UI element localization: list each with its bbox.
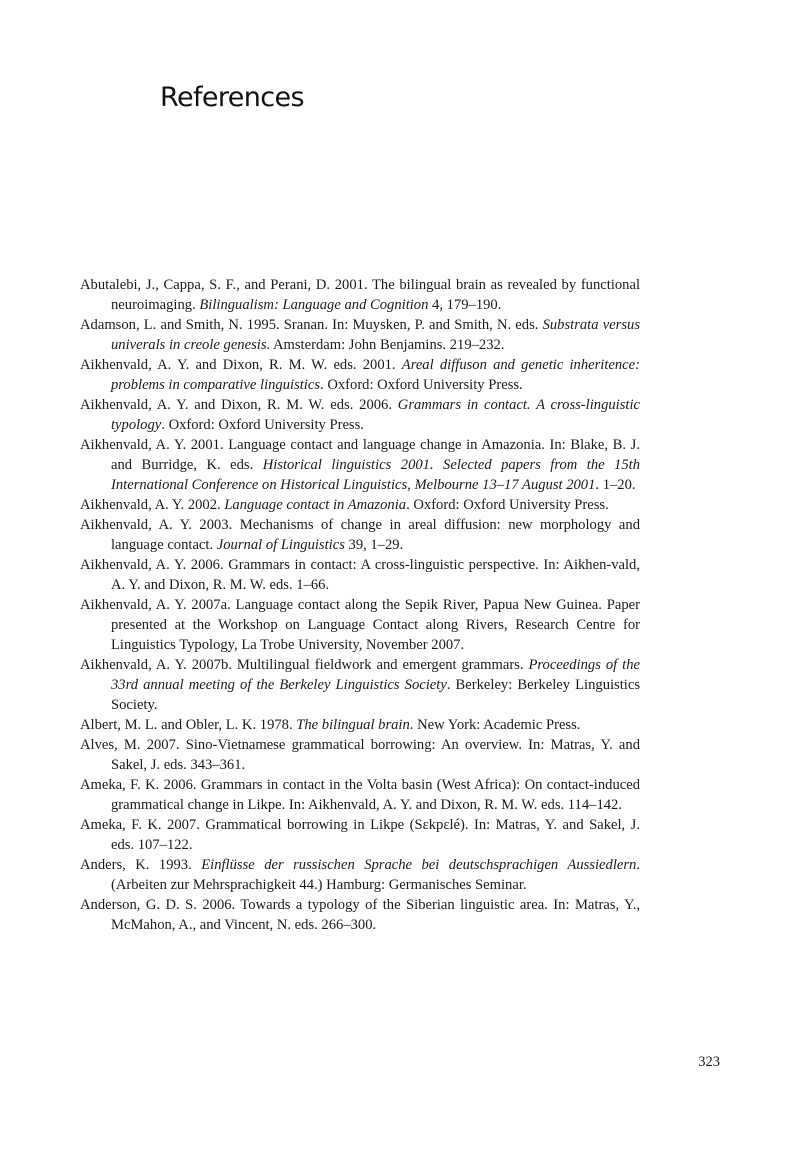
reference-title-italic: Grammars in contact. A cross-linguistic typology (111, 397, 640, 433)
reference-text: Aikhenvald, A. Y. 2007b. Multilingual fieldwork and emergent grammars. (80, 657, 529, 673)
page-heading: References (160, 82, 305, 113)
reference-text: . 1–20. (595, 477, 636, 493)
reference-entry (80, 595, 640, 655)
reference-title-italic: Language contact in Amazonia (224, 497, 407, 513)
reference-text: . Amsterdam: John Benjamins. 219–232. (266, 337, 505, 353)
reference-entry (80, 895, 640, 935)
reference-text: 4, 179–190. (428, 297, 502, 313)
reference-entry (80, 715, 640, 735)
reference-entry (80, 395, 640, 435)
reference-text: Aikhenvald, A. Y. and Dixon, R. M. W. eds. 2001. (80, 357, 402, 373)
reference-title-italic: Proceedings of the 33rd annual meeting of the Berkeley Linguistics Society (111, 657, 640, 693)
reference-title-italic: Historical linguistics 2001. Selected papers from the 15th International Conference on Historical Linguistics, Melbourne 13–17 August 2001 (111, 457, 640, 493)
reference-entry (80, 495, 640, 515)
page-number: 323 (698, 1054, 720, 1070)
reference-text: . New York: Academic Press. (409, 717, 581, 733)
reference-text: Aikhenvald, A. Y. 2001. Language contact and language change in Amazonia. In: Blake, B. J. and Burridge, K. eds. (80, 437, 640, 473)
reference-entry (80, 735, 640, 775)
reference-title-italic: Areal diffuson and genetic inheritence: problems in comparative linguistics (111, 357, 640, 393)
reference-entry (80, 855, 640, 895)
reference-entry (80, 435, 640, 495)
reference-text: Abutalebi, J., Cappa, S. F., and Perani, D. 2001. The bilingual brain as revealed by functional neuroimaging. (80, 277, 640, 313)
reference-text: Aikhenvald, A. Y. 2006. Grammars in contact: A cross-linguistic perspective. In: Aikhen-vald, A. Y. and Dixon, R. M. W. eds. 1–66. (80, 557, 640, 593)
reference-text: Albert, M. L. and Obler, L. K. 1978. (80, 717, 297, 733)
reference-text: Adamson, L. and Smith, N. 1995. Sranan. In: Muysken, P. and Smith, N. eds. (80, 317, 543, 333)
reference-text: Aikhenvald, A. Y. and Dixon, R. M. W. eds. 2006. (80, 397, 398, 413)
reference-text: 39, 1–29. (344, 537, 404, 553)
reference-title-italic: Journal of Linguistics (216, 537, 345, 553)
reference-title-italic: The bilingual brain (296, 717, 410, 733)
reference-entry (80, 815, 640, 855)
reference-text: Anders, K. 1993. (80, 857, 202, 873)
reference-text: Aikhenvald, A. Y. 2002. (80, 497, 225, 513)
reference-entry (80, 275, 640, 315)
reference-text: . Berkeley: Berkeley Linguistics Society. (111, 677, 640, 713)
reference-text: . (Arbeiten zur Mehrsprachigkeit 44.) Hamburg: Germanisches Seminar. (111, 857, 640, 893)
reference-title-italic: Substrata versus univerals in creole genesis (111, 317, 640, 353)
reference-entry (80, 515, 640, 555)
reference-text: Anderson, G. D. S. 2006. Towards a typology of the Siberian linguistic area. In: Matras, Y., McMahon, A., and Vincent, N. eds. 266–300. (80, 897, 640, 933)
reference-entry (80, 555, 640, 595)
reference-text: Ameka, F. K. 2006. Grammars in contact in the Volta basin (West Africa): On contact-induced grammatical change in Likpe. In: Aikhenvald, A. Y. and Dixon, R. M. W. eds. 114–142. (80, 777, 640, 813)
reference-title-italic: Einflüsse der russischen Sprache bei deutschsprachigen Aussiedlern (201, 857, 637, 873)
reference-entry (80, 355, 640, 395)
reference-title-italic: Bilingualism: Language and Cognition (199, 297, 429, 313)
reference-entry (80, 655, 640, 715)
reference-text: Aikhenvald, A. Y. 2007a. Language contact along the Sepik River, Papua New Guinea. Paper presented at the Workshop on Language Contact along Rivers, Research Centre for Linguistics Typology, La Trobe University, November 2007. (80, 597, 640, 653)
reference-list (80, 275, 640, 935)
reference-text: Alves, M. 2007. Sino-Vietnamese grammatical borrowing: An overview. In: Matras, Y. and Sakel, J. eds. 343–361. (80, 737, 640, 773)
reference-text: . Oxford: Oxford University Press. (320, 377, 523, 393)
reference-text: . Oxford: Oxford University Press. (406, 497, 609, 513)
reference-text: . Oxford: Oxford University Press. (161, 417, 364, 433)
reference-text: Aikhenvald, A. Y. 2003. Mechanisms of change in areal diffusion: new morphology and language contact. (80, 517, 640, 553)
reference-entry (80, 315, 640, 355)
reference-entry (80, 775, 640, 815)
reference-text: Ameka, F. K. 2007. Grammatical borrowing in Likpe (Sɛkpɛlé). In: Matras, Y. and Sakel, J. eds. 107–122. (80, 817, 640, 853)
